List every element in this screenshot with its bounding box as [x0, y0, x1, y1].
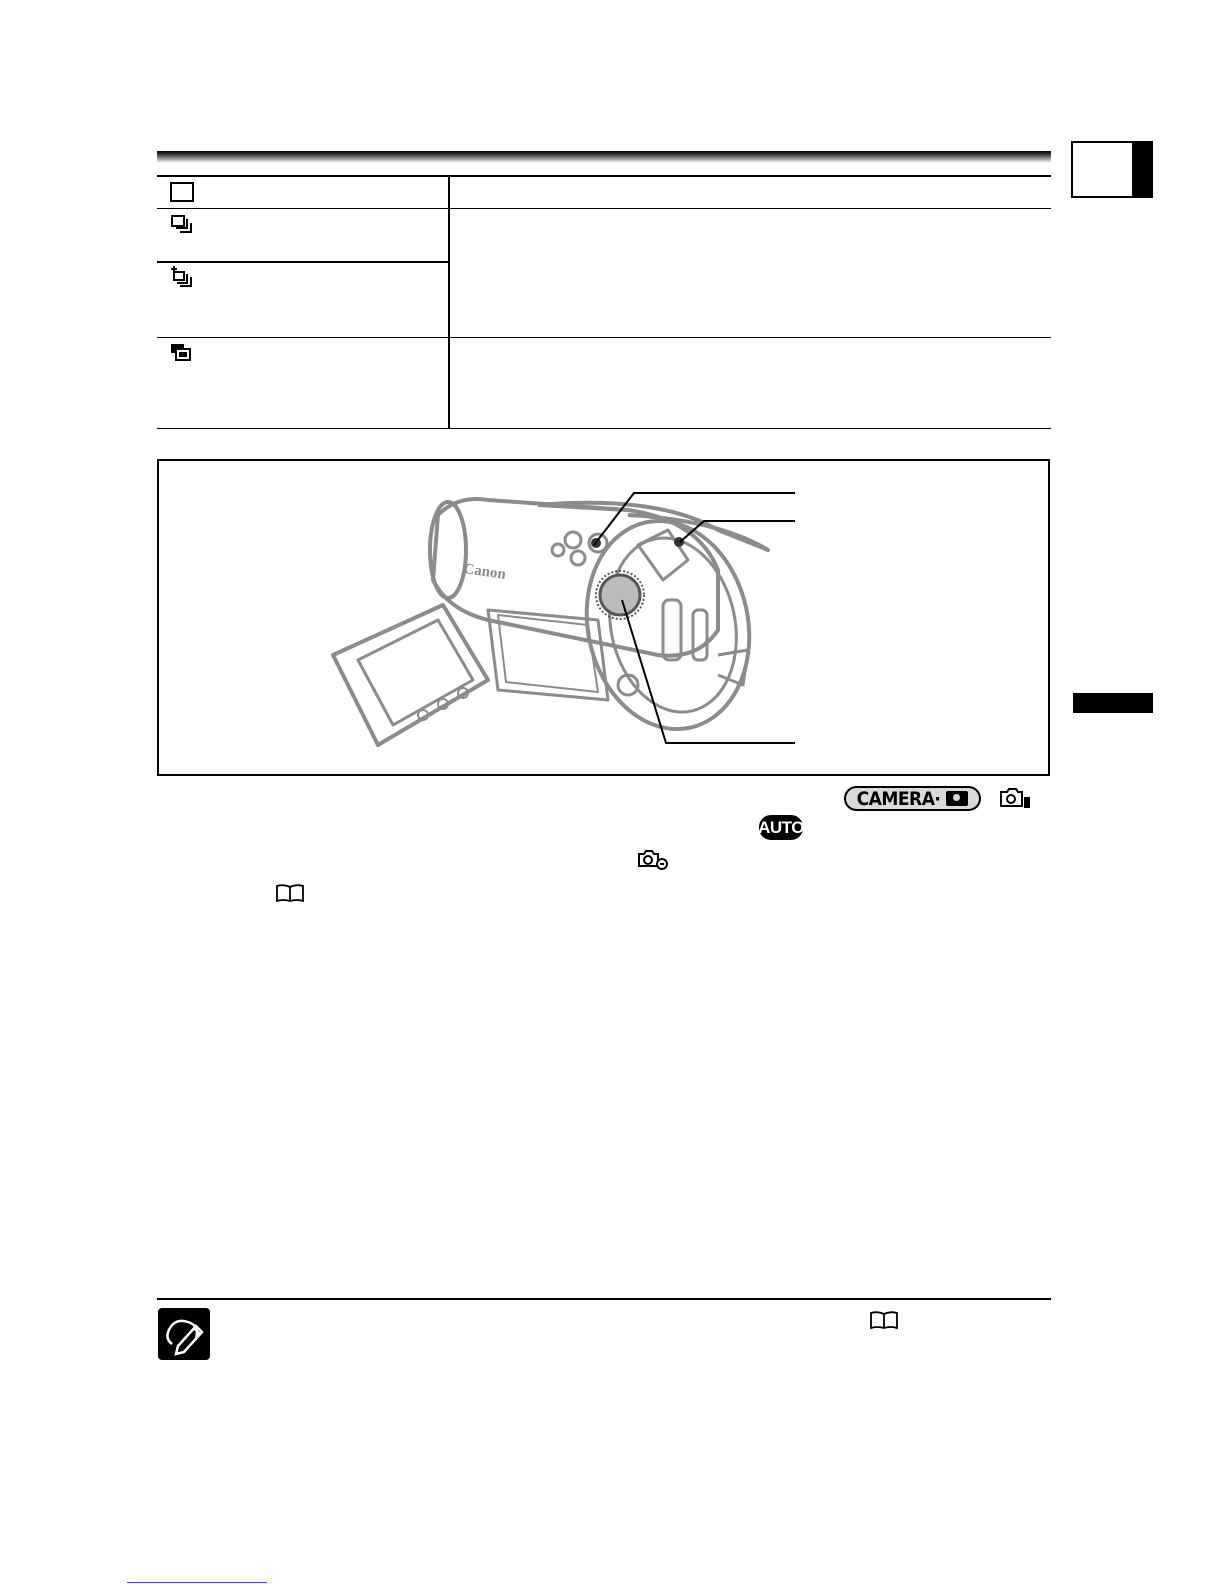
- book-icon: [275, 883, 305, 903]
- camera-icon: [946, 791, 968, 806]
- section-header-bar: [157, 151, 1051, 162]
- auto-exposure-bracketing-icon: [168, 342, 198, 368]
- note-divider: [157, 1298, 1051, 1300]
- book-icon: [869, 1310, 899, 1330]
- footer-link[interactable]: [127, 1582, 267, 1583]
- table-bottom-rule: [157, 428, 1051, 429]
- table-row-divider: [157, 208, 1051, 209]
- chapter-tab: [1071, 141, 1153, 198]
- section-tab-marker: [1073, 693, 1153, 713]
- camcorder-illustration: [158, 460, 1048, 774]
- high-speed-continuous-icon: [168, 264, 198, 290]
- table-row-divider: [157, 261, 449, 263]
- chapter-tab-fill: [1132, 143, 1151, 196]
- camera-mode-icon: [636, 849, 670, 871]
- table-top-rule: [157, 175, 1051, 177]
- camera-card-icon: [998, 787, 1032, 811]
- note-pencil-icon: [158, 1308, 210, 1360]
- table-column-divider: [448, 176, 450, 428]
- single-frame-icon: [168, 180, 198, 206]
- table-row-divider: [157, 337, 1051, 338]
- auto-mode-badge: AUTO: [759, 815, 803, 840]
- brand-logo: Canon: [462, 561, 507, 583]
- camera-mode-badge: CAMERA·: [844, 786, 981, 811]
- continuous-shooting-icon: [168, 214, 198, 240]
